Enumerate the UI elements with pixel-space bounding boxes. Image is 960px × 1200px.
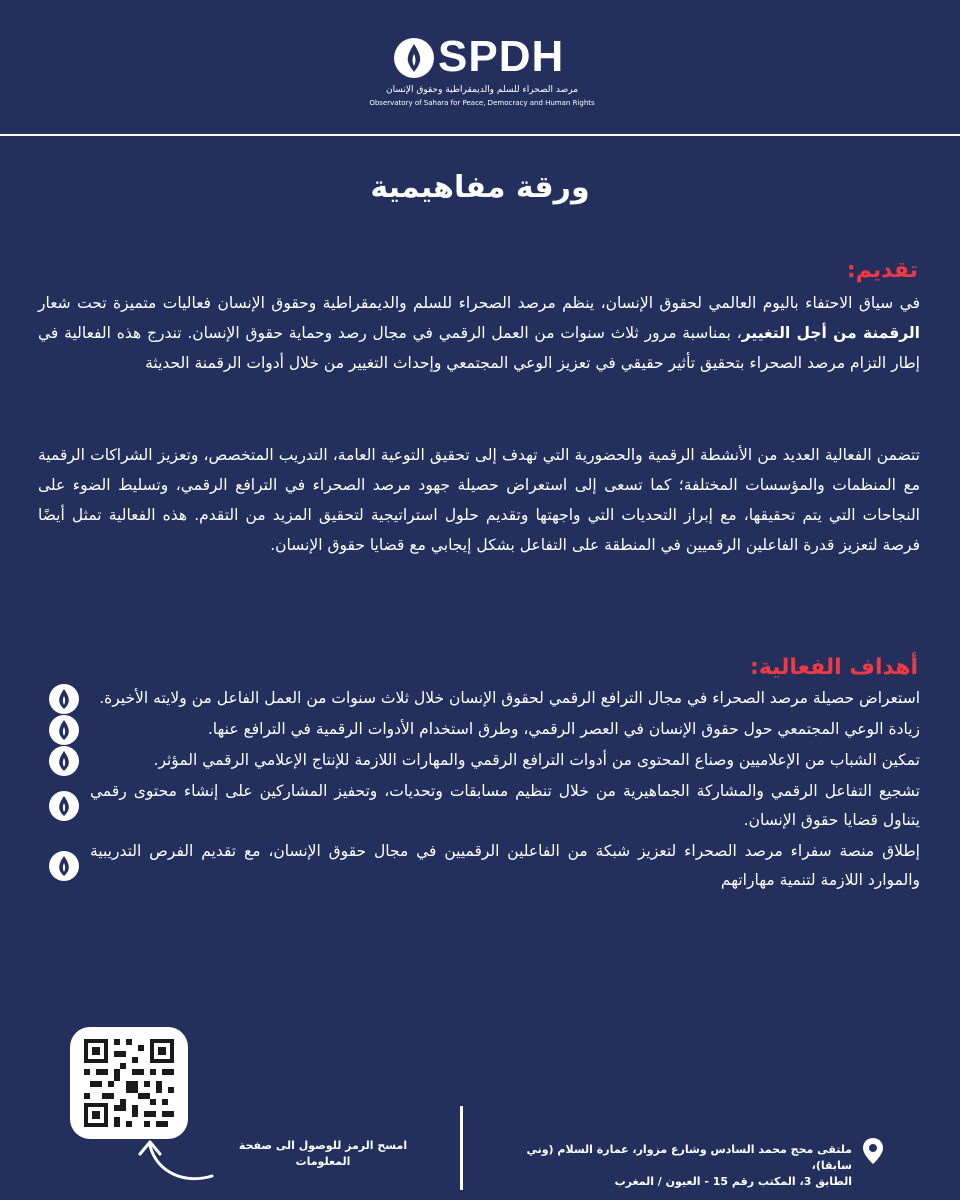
goals-heading: أهداف الفعالية: (750, 655, 918, 680)
org-name-english: Observatory of Sahara for Peace, Democracy and Human Rights (369, 99, 595, 107)
goal-text: تمكين الشباب من الإعلاميين وصناع المحتوى من أدوات الترافع الرقمي والمهارات اللازمة للإنتاج الإعلامي الرقمي المؤثر. (153, 751, 920, 769)
spdh-logo (362, 32, 602, 116)
org-name-arabic: مرصد الصحراء للسلم والديمقراطية وحقوق الإنسان (385, 85, 579, 95)
torch-logo-icon (392, 36, 436, 80)
goal-item (90, 684, 920, 713)
goal-item (90, 777, 920, 835)
goal-item (90, 837, 920, 895)
curved-arrow-icon (136, 1138, 216, 1184)
scan-instruction: امسح الرمز للوصول الى صفحة المعلومات (238, 1139, 408, 1168)
torch-bullet-icon (48, 850, 80, 882)
address-block (496, 1142, 852, 1190)
torch-bullet-icon (48, 790, 80, 822)
location-pin-icon (862, 1137, 884, 1165)
intro-paragraph-1 (38, 288, 920, 378)
footer-divider (460, 1106, 463, 1190)
torch-bullet-icon (48, 683, 80, 715)
goal-text: تشجيع التفاعل الرقمي والمشاركة الجماهيرية من خلال تنظيم مسابقات وتحديات، وتحفيز المشاركين على إنشاء محتوى رقمي يتناول قضايا حقوق الإنسان. (90, 782, 920, 829)
intro-heading: تقديم: (846, 258, 918, 283)
intro-slogan: الرقمنة من أجل التغيير (741, 324, 920, 342)
intro-paragraph-2: تتضمن الفعالية العديد من الأنشطة الرقمية والحضورية التي تهدف إلى تحقيق التوعية العامة، التدريب المتخصص، وتعزيز الشراكات الرقمية مع المنظمات والمؤسسات المختلفة؛ كما تسعى إلى استعراض حصيلة جهود مرصد الصحراء في الترافع الرقمي، وتسليط الضوء على النجاحات التي يتم تحقيقها، مع إبراز التحديات التي واجهتها وتقديم حلول استراتيجية لتحقيق المزيد من التقدم. هذه الفعالية تمثل أيضًا فرصة لتعزيز قدرة الفاعلين الرقميين في المنطقة على التفاعل بشكل إيجابي مع قضايا حقوق الإنسان. (38, 446, 920, 554)
intro-p1-start: في سياق الاحتفاء باليوم العالمي لحقوق الإنسان، ينظم مرصد الصحراء للسلم والديمقراطية وحقوق الإنسان فعاليات متميزة تحت شعار (38, 294, 920, 312)
intro-p1-end: ، بمناسبة مرور ثلاث سنوات من العمل الرقمي في مجال رصد وحماية حقوق الإنسان. تندرج هذه الفعالية في إطار التزام مرصد الصحراء بتحقيق تأثير حقيقي في تعزيز الوعي المجتمعي وإحداث التغيير من خلال أدوات الرقمنة الحديثة (38, 324, 920, 372)
qr-code[interactable] (70, 1027, 188, 1139)
document-title: ورقة مفاهيمية (370, 170, 590, 205)
goal-text: استعراض حصيلة مرصد الصحراء في مجال الترافع الرقمي لحقوق الإنسان خلال ثلاث سنوات من العمل الفاعل من ولايته الأخيرة. (99, 689, 920, 707)
logo-wordmark: SPDH (438, 32, 565, 81)
goal-text: زيادة الوعي المجتمعي حول حقوق الإنسان في العصر الرقمي، وطرق استخدام الأدوات الرقمية في الترافع عنها. (207, 720, 920, 738)
goal-item (90, 715, 920, 744)
goal-item (90, 746, 920, 775)
address-line-1: ملتقى محج محمد السادس وشارع مزوار، عمارة السلام (وني سابقا)، (526, 1143, 852, 1172)
qr-code-icon (84, 1039, 174, 1127)
address-line-2: الطابق 3، المكتب رقم 15 - العيون / المغرب (614, 1175, 852, 1188)
torch-bullet-icon (48, 714, 80, 746)
goal-text: إطلاق منصة سفراء مرصد الصحراء لتعزيز شبكة من الفاعلين الرقميين في مجال حقوق الإنسان، مع تقديم الفرص التدريبية والموارد اللازمة لتنمية مهاراتهم (90, 842, 920, 889)
page-header (0, 0, 960, 136)
goals-list (90, 684, 920, 897)
torch-bullet-icon (48, 745, 80, 777)
